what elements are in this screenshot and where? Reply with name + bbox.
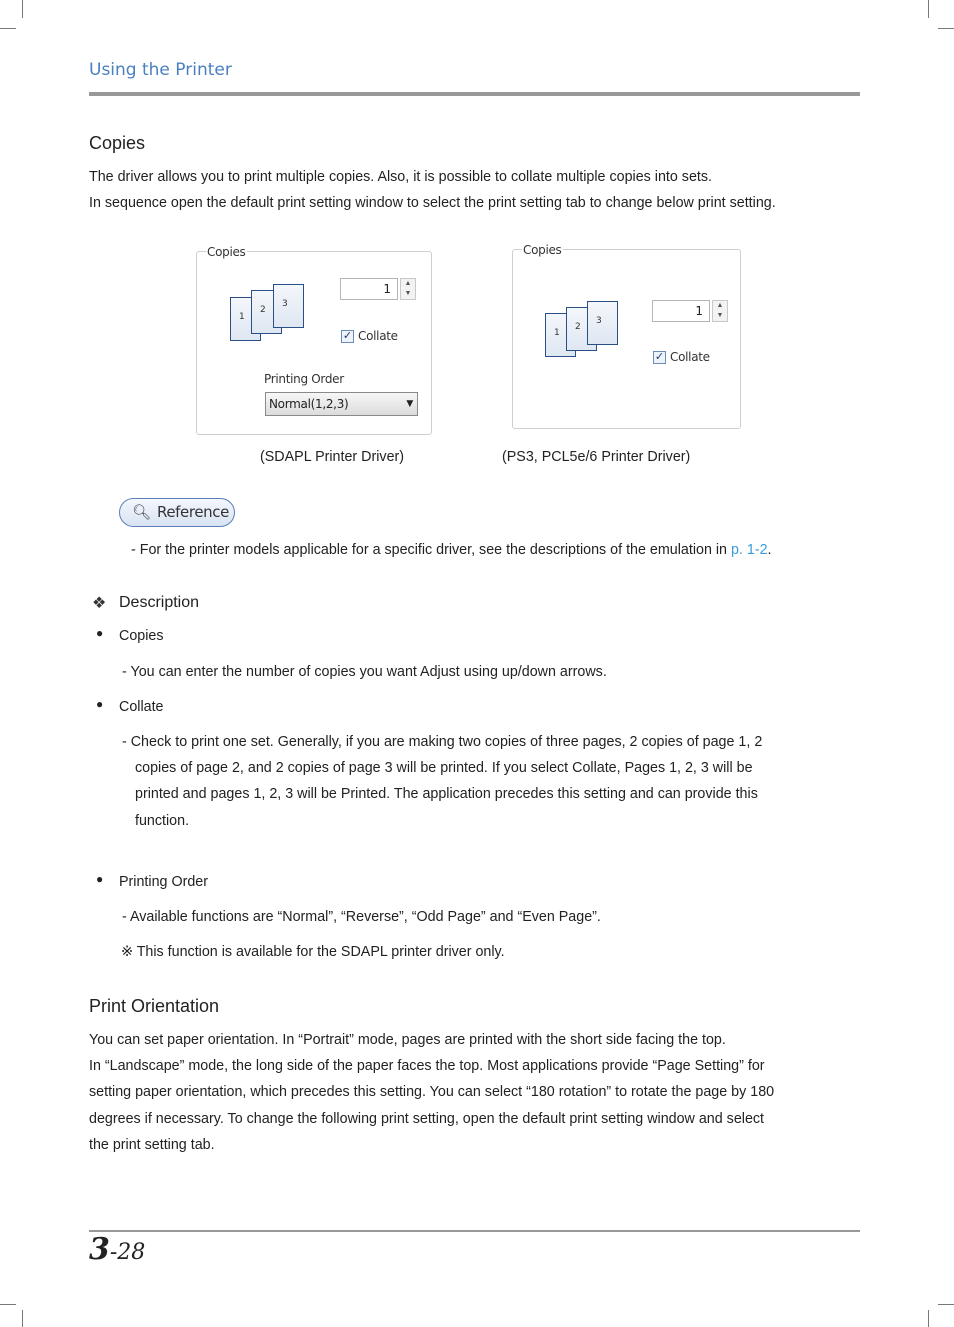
group-label: Copies — [207, 245, 246, 259]
order-item-text: - Available functions are “Normal”, “Reverse”, “Odd Page” and “Even Page”. — [122, 909, 601, 925]
magnifier-icon: 🔍︎ — [132, 503, 152, 521]
order-item-title: Printing Order — [119, 874, 208, 890]
page-suffix: -28 — [109, 1240, 146, 1265]
bullet-icon: ● — [96, 872, 104, 886]
crop-mark — [938, 28, 954, 29]
orientation-line: In “Landscape” mode, the long side of the paper faces the top. Most applications provide “Page Setting” for — [89, 1058, 765, 1074]
caption-ps: (PS3, PCL5e/6 Printer Driver) — [502, 449, 691, 465]
collate-checkbox[interactable]: ✓ — [342, 330, 353, 342]
orientation-line: degrees if necessary. To change the following print setting, open the default print setting window and select — [89, 1111, 765, 1127]
collate-item-title: Collate — [119, 699, 164, 715]
reference-note: - For the printer models applicable for a specific driver, see the descriptions of the emulation in p. 1-2. — [131, 542, 772, 558]
page-icon-1: 1 — [545, 313, 576, 357]
description-heading: Description — [119, 594, 200, 611]
collate-item-line: function. — [135, 813, 190, 829]
orientation-line: the print setting tab. — [89, 1137, 215, 1153]
crop-mark — [0, 1304, 16, 1305]
page-icon-2: 2 — [251, 290, 282, 334]
diamond-bullet-icon: ❖ — [92, 595, 107, 612]
collate-checkbox[interactable]: ✓ — [654, 351, 665, 363]
collate-item-line: printed and pages 1, 2, 3 will be Printed. The application precedes this setting and can provide this — [135, 786, 758, 802]
ps-copies-dialog — [512, 243, 741, 429]
page-number — [89, 1232, 145, 1267]
copies-spinner[interactable]: ▲ ▼ — [400, 278, 416, 300]
printing-order-label: Printing Order — [264, 372, 344, 386]
sdapl-only-note: ※ This function is available for the SDAPL printer driver only. — [121, 944, 505, 960]
page-link[interactable]: p. 1-2 — [730, 542, 768, 558]
page-icon-1: 1 — [230, 297, 261, 341]
collate-label: Collate — [670, 350, 710, 364]
printing-order-select[interactable] — [265, 392, 418, 416]
orientation-line: You can set paper orientation. In “Portrait” mode, pages are printed with the short side facing the top. — [89, 1032, 726, 1048]
chapter-number: 3 — [89, 1232, 110, 1267]
printing-order-value: Normal(1,2,3) — [269, 397, 349, 411]
crop-mark — [22, 0, 23, 18]
copies-input[interactable]: 1 — [340, 278, 398, 300]
crop-mark — [22, 1310, 23, 1327]
crop-mark — [928, 0, 929, 18]
crop-mark — [0, 28, 16, 29]
collate-item-line: - Check to print one set. Generally, if you are making two copies of three pages, 2 copies of page 1, 2 — [122, 734, 763, 750]
copies-item-text: - You can enter the number of copies you want Adjust using up/down arrows. — [122, 664, 607, 680]
page-icon-3: 3 — [273, 284, 304, 328]
chevron-down-icon: ▼ — [406, 399, 413, 409]
collate-item-line: copies of page 2, and 2 copies of page 3 will be printed. If you select Collate, Pages 1, 2, 3 will be — [135, 760, 753, 776]
reference-badge: 🔍︎ Reference — [119, 498, 235, 527]
header-rule — [89, 92, 860, 96]
page-icon-2: 2 — [566, 307, 597, 351]
caption-sdapl: (SDAPL Printer Driver) — [260, 449, 405, 465]
group-label: Copies — [523, 243, 562, 257]
copies-item-title: Copies — [119, 628, 164, 644]
section-heading-orientation: Print Orientation — [89, 996, 220, 1016]
copies-input[interactable]: 1 — [652, 300, 710, 322]
sdapl-copies-dialog — [196, 245, 432, 435]
copies-intro-line-2: In sequence open the default print setting window to select the print setting tab to change below print setting. — [89, 195, 776, 211]
crop-mark — [938, 1304, 954, 1305]
footer-rule — [89, 1230, 860, 1232]
orientation-line: setting paper orientation, which precedes this setting. You can select “180 rotation” to rotate the page by 180 — [89, 1084, 775, 1100]
running-header: Using the Printer — [89, 60, 232, 80]
bullet-icon: ● — [96, 697, 104, 711]
page-icon-3: 3 — [587, 301, 618, 345]
bullet-icon: ● — [96, 626, 104, 640]
copies-intro-line-1: The driver allows you to print multiple copies. Also, it is possible to collate multiple copies into sets. — [89, 169, 712, 185]
collate-label: Collate — [358, 329, 398, 343]
section-heading-copies: Copies — [89, 133, 146, 153]
crop-mark — [928, 1310, 929, 1327]
copies-spinner[interactable]: ▲ ▼ — [712, 300, 728, 322]
